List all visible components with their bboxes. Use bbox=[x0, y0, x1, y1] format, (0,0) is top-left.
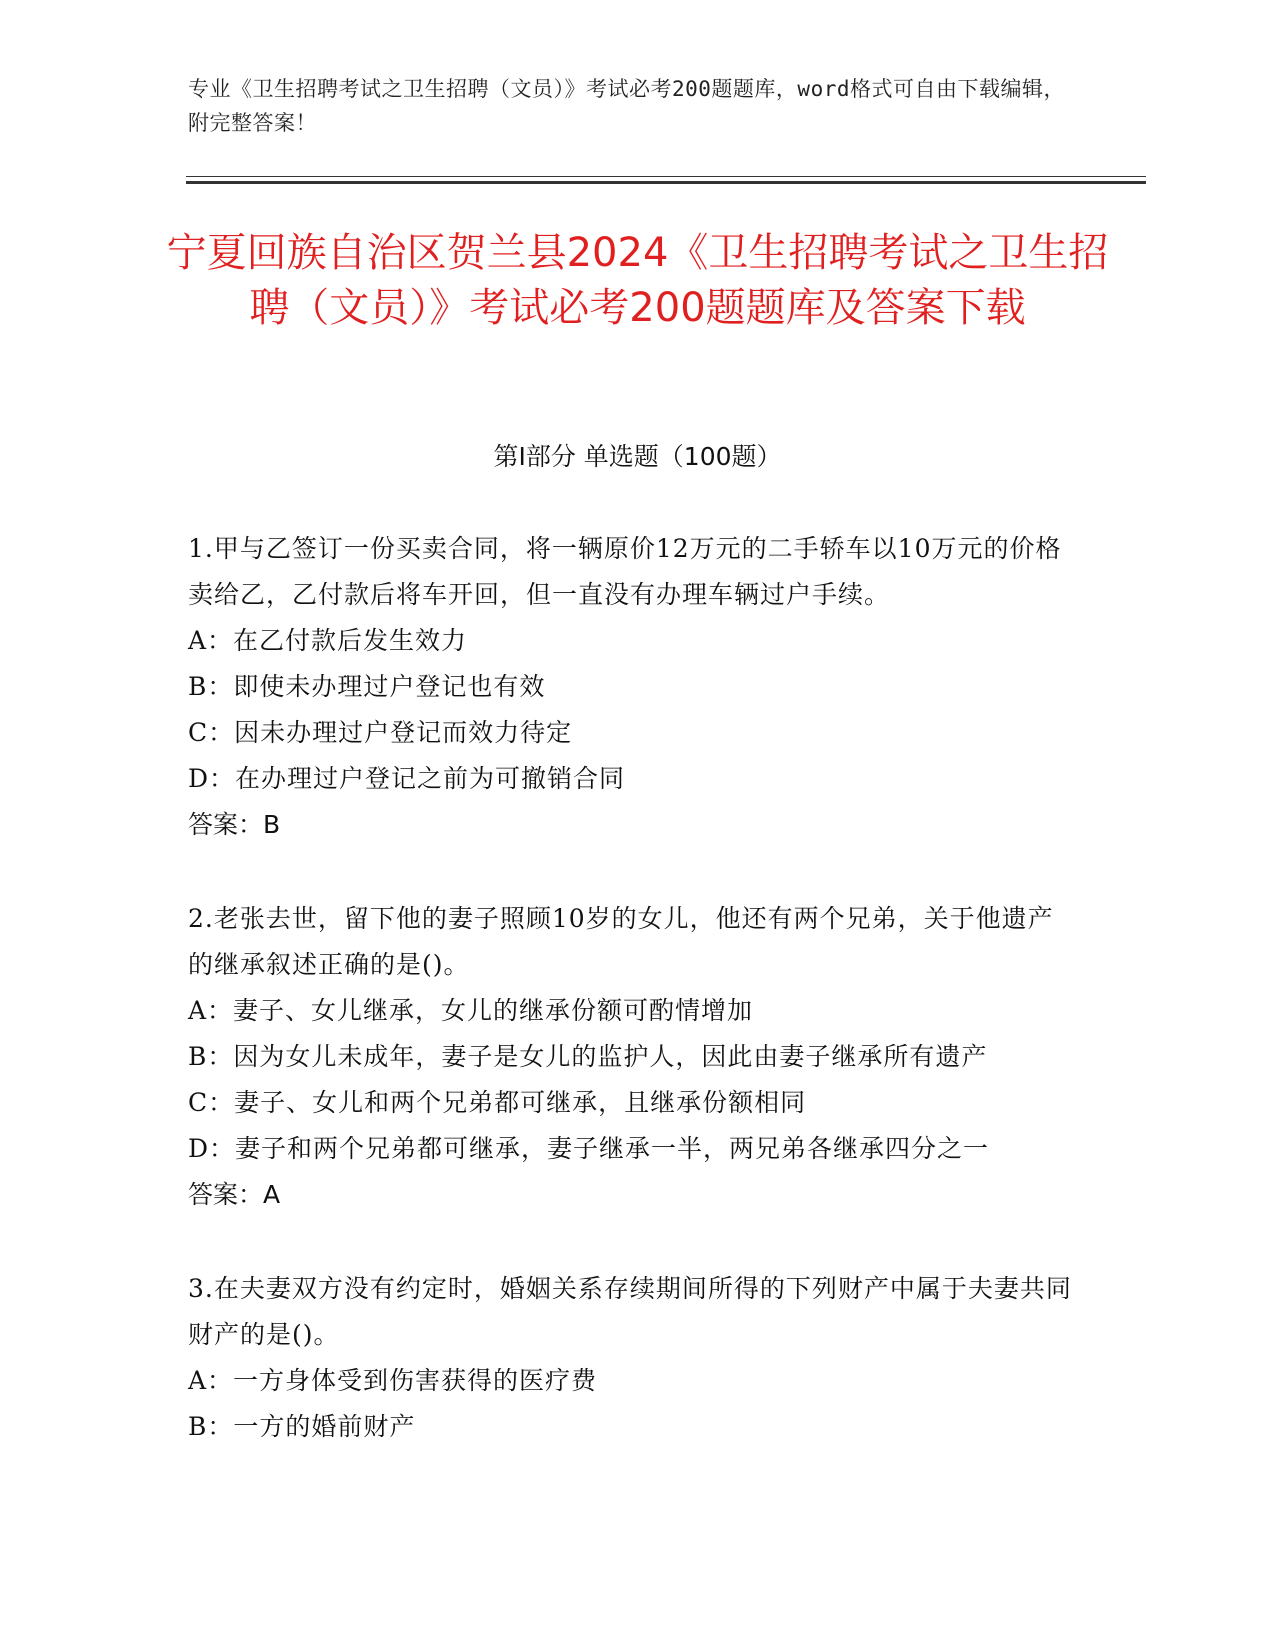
document-title: 宁夏回族自治区贺兰县2024《卫生招聘考试之卫生招聘（文员）》考试必考200题题库及答案下载 bbox=[166, 230, 1109, 331]
answer: 答案：B bbox=[188, 810, 281, 839]
option-c: C：妻子、女儿和两个兄弟都可继承，且继承份额相同 bbox=[188, 1088, 807, 1117]
question-stem: 3.在夫妻双方没有约定时，婚姻关系存续期间所得的下列财产中属于夫妻共同财产的是()。 bbox=[188, 1274, 1072, 1349]
question-list bbox=[188, 526, 1078, 1498]
option-a: A：在乙付款后发生效力 bbox=[188, 626, 468, 655]
option-a: A：一方身体受到伤害获得的医疗费 bbox=[188, 1366, 598, 1395]
option-b: B：一方的婚前财产 bbox=[188, 1412, 416, 1441]
option-b: B：因为女儿未成年，妻子是女儿的监护人，因此由妻子继承所有遗产 bbox=[188, 1042, 988, 1071]
header-rule-thick bbox=[186, 181, 1146, 184]
header-rule-thin bbox=[186, 176, 1146, 177]
question-stem: 1.甲与乙签订一份买卖合同，将一辆原价12万元的二手轿车以10万元的价格卖给乙，乙付款后将车开回，但一直没有办理车辆过户手续。 bbox=[188, 534, 1062, 609]
option-d: D：在办理过户登记之前为可撤销合同 bbox=[188, 764, 626, 793]
question-2 bbox=[188, 896, 1078, 1218]
option-d: D：妻子和两个兄弟都可继承，妻子继承一半，两兄弟各继承四分之一 bbox=[188, 1134, 990, 1163]
option-a: A：妻子、女儿继承，女儿的继承份额可酌情增加 bbox=[188, 996, 754, 1025]
section-heading: 第I部分 单选题（100题） bbox=[493, 442, 782, 471]
option-c: C：因未办理过户登记而效力待定 bbox=[188, 718, 573, 747]
question-stem: 2.老张去世，留下他的妻子照顾10岁的女儿，他还有两个兄弟，关于他遗产的继承叙述正确的是()。 bbox=[188, 904, 1054, 979]
option-b: B：即使未办理过户登记也有效 bbox=[188, 672, 546, 701]
answer: 答案：A bbox=[188, 1180, 281, 1209]
question-3 bbox=[188, 1266, 1078, 1450]
question-1 bbox=[188, 526, 1078, 848]
header-note: 专业《卫生招聘考试之卫生招聘（文员）》考试必考200题题库，word格式可自由下载编辑，附完整答案！ bbox=[188, 77, 1065, 135]
